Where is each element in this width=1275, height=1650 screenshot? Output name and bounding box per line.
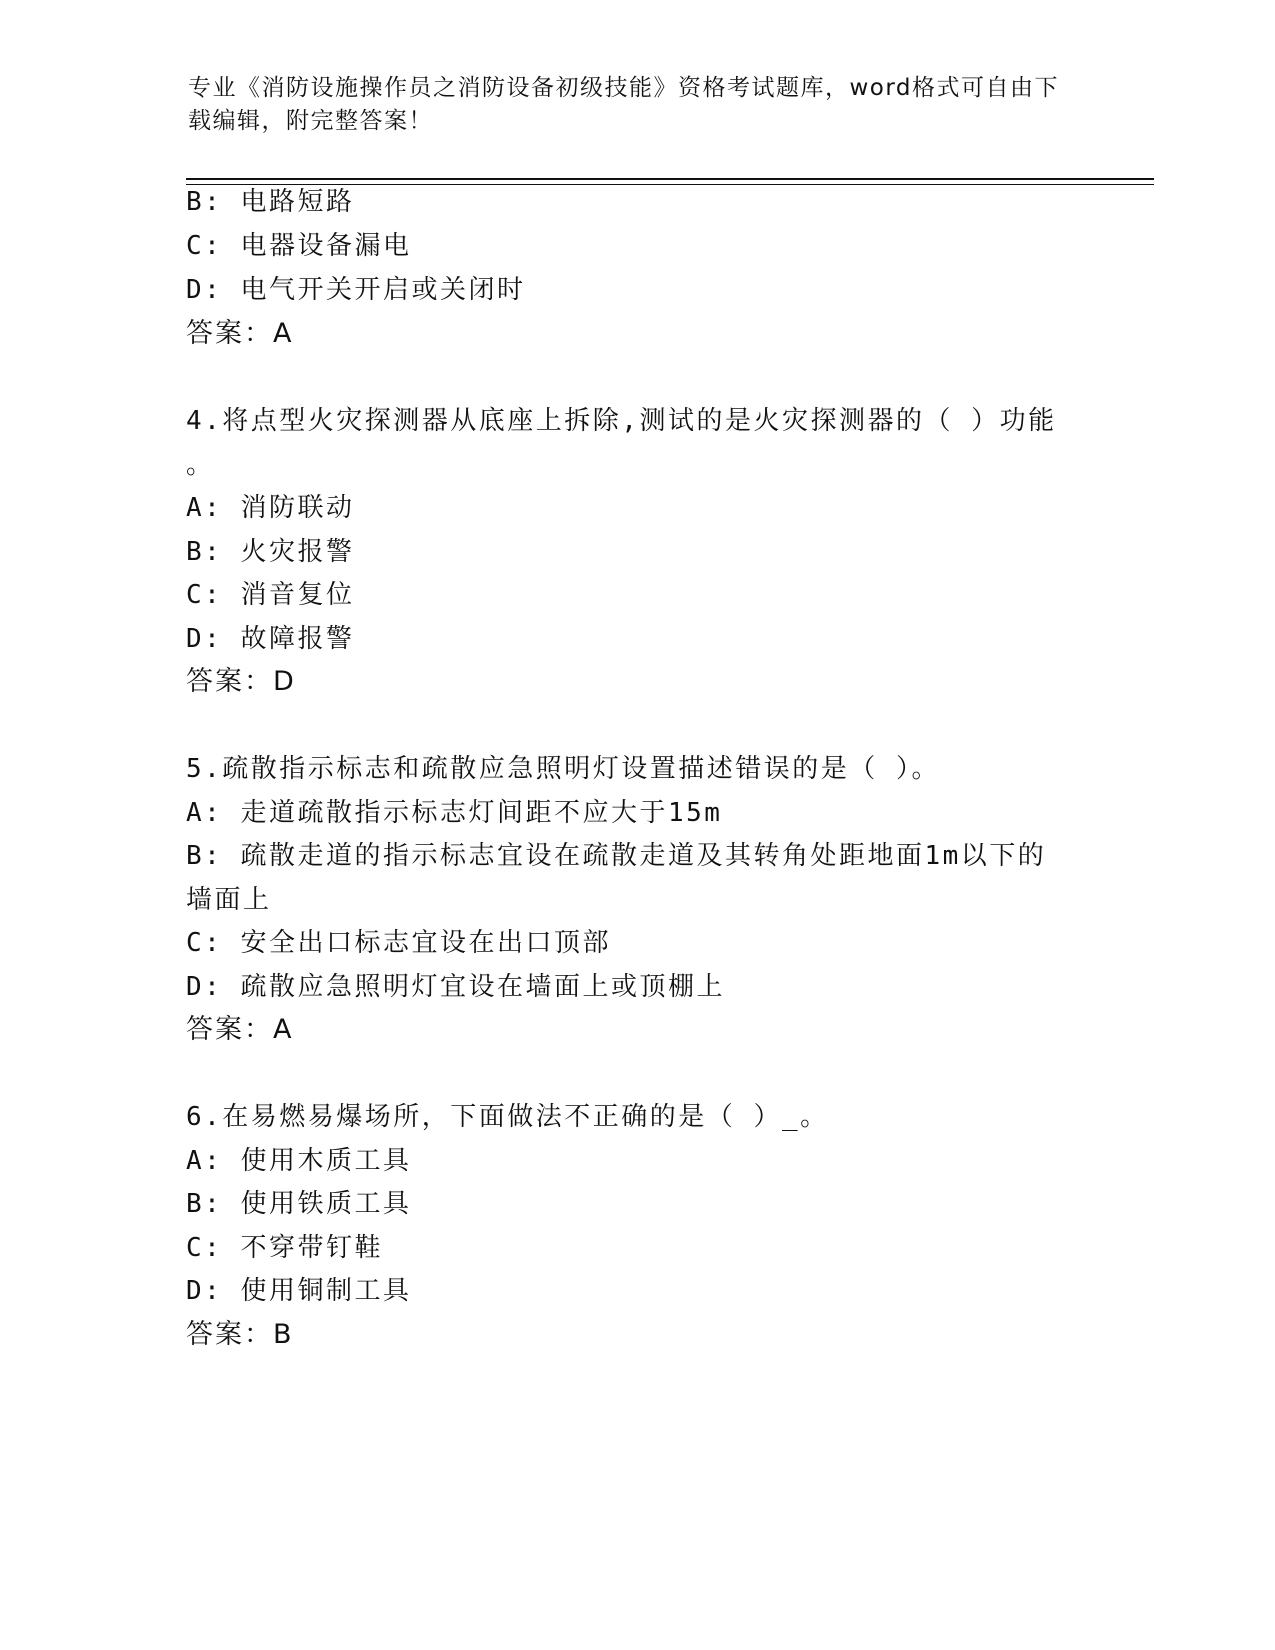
q4-answer: 答案：D bbox=[186, 666, 296, 697]
q5-option-a: A: 走道疏散指示标志灯间距不应大于15m bbox=[186, 798, 723, 828]
q3-option-c: C: 电器设备漏电 bbox=[186, 231, 412, 261]
q5-option-b: B: 疏散走道的指示标志宜设在疏散走道及其转角处距地面1m以下的 bbox=[186, 841, 1047, 871]
q6-option-b: B: 使用铁质工具 bbox=[186, 1189, 412, 1219]
q6-answer: 答案：B bbox=[186, 1319, 294, 1350]
q4-option-d: D: 故障报警 bbox=[186, 624, 355, 654]
q6-option-d: D: 使用铜制工具 bbox=[186, 1276, 412, 1306]
q4-option-c: C: 消音复位 bbox=[186, 580, 355, 610]
q4-stem: 4.将点型火灾探测器从底座上拆除,测试的是火灾探测器的（ ）功能 bbox=[186, 406, 1057, 436]
q5-option-d: D: 疏散应急照明灯宜设在墙面上或顶棚上 bbox=[186, 972, 725, 1002]
q4-option-a: A: 消防联动 bbox=[186, 493, 355, 523]
q3-answer: 答案：A bbox=[186, 318, 294, 349]
document-header: 专业《消防设施操作员之消防设备初级技能》资格考试题库，word格式可自由下载编辑，附完整答案！ bbox=[188, 75, 1060, 134]
header-rule-thin bbox=[186, 184, 1154, 185]
q5-option-b-cont: 墙面上 bbox=[186, 885, 272, 915]
q4-stem-cont: 。 bbox=[186, 450, 215, 480]
q6-stem: 6.在易燃易爆场所，下面做法不正确的是（ ）_。 bbox=[186, 1102, 829, 1132]
q6-option-c: C: 不穿带钉鞋 bbox=[186, 1233, 383, 1263]
q5-option-c: C: 安全出口标志宜设在出口顶部 bbox=[186, 928, 611, 958]
q5-stem: 5.疏散指示标志和疏散应急照明灯设置描述错误的是（ ）。 bbox=[186, 754, 940, 784]
q6-option-a: A: 使用木质工具 bbox=[186, 1146, 412, 1176]
header-rule-thick bbox=[186, 178, 1154, 180]
q3-option-d: D: 电气开关开启或关闭时 bbox=[186, 275, 526, 305]
q5-answer: 答案：A bbox=[186, 1014, 294, 1045]
q4-option-b: B: 火灾报警 bbox=[186, 537, 355, 567]
q3-option-b: B: 电路短路 bbox=[186, 187, 355, 217]
